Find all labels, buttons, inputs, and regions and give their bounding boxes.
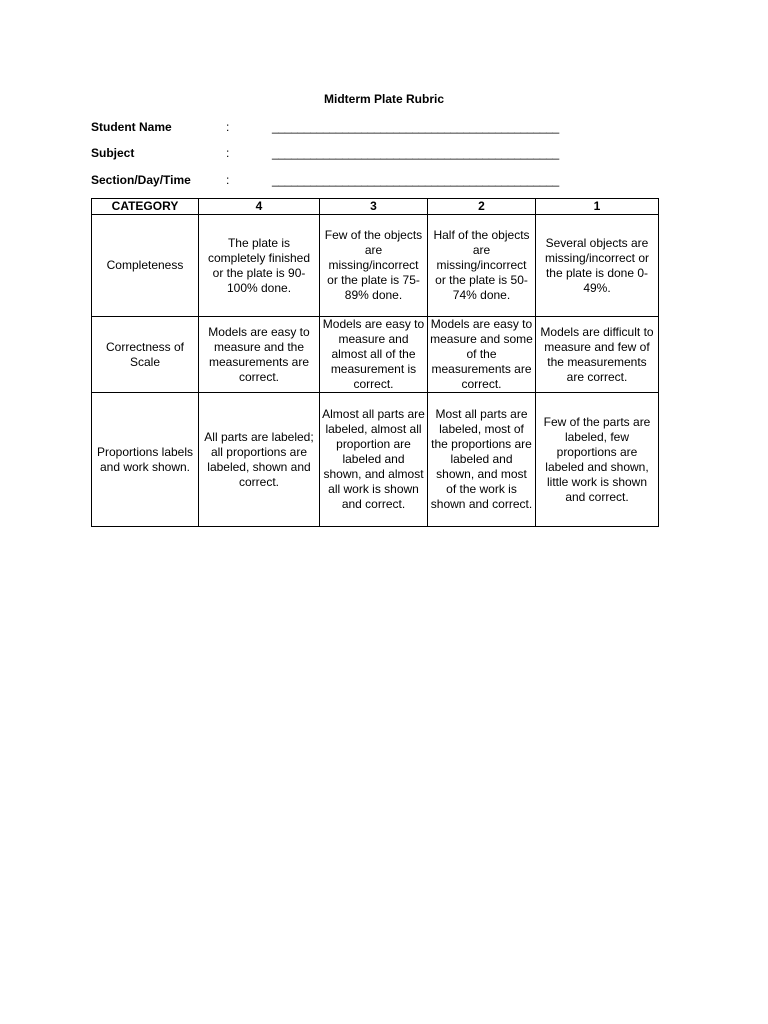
- criteria-cell: All parts are labeled; all proportions are labeled, shown and correct.: [199, 393, 320, 527]
- table-header-row: [92, 199, 659, 215]
- header-score-1: 1: [536, 199, 659, 215]
- criteria-cell: Models are easy to measure and some of the measurements are correct.: [428, 317, 536, 393]
- criteria-cell: Models are difficult to measure and few of the measurements are correct.: [536, 317, 659, 393]
- student-name-label: Student Name: [91, 120, 172, 134]
- criteria-cell: Several objects are missing/incorrect or the plate is done 0-49%.: [536, 215, 659, 317]
- student-name-blank[interactable]: _____________________________________________: [272, 120, 559, 134]
- section-day-time-blank[interactable]: _____________________________________________: [272, 173, 559, 187]
- criteria-cell: The plate is completely finished or the plate is 90-100% done.: [199, 215, 320, 317]
- rubric-table: [91, 198, 659, 527]
- criteria-cell: Almost all parts are labeled, almost all proportion are labeled and shown, and almost all work is shown and correct.: [320, 393, 428, 527]
- criteria-cell: Models are easy to measure and the measurements are correct.: [199, 317, 320, 393]
- field-colon: :: [226, 146, 230, 160]
- subject-blank[interactable]: _____________________________________________: [272, 146, 559, 160]
- header-category: CATEGORY: [92, 199, 199, 215]
- category-cell: Correctness of Scale: [92, 317, 199, 393]
- criteria-cell: Few of the objects are missing/incorrect or the plate is 75-89% done.: [320, 215, 428, 317]
- criteria-cell: Most all parts are labeled, most of the proportions are labeled and shown, and most of the work is shown and correct.: [428, 393, 536, 527]
- header-score-4: 4: [199, 199, 320, 215]
- table-row: [92, 215, 659, 317]
- page-title: Midterm Plate Rubric: [323, 92, 445, 106]
- category-cell: Proportions labels and work shown.: [92, 393, 199, 527]
- subject-label: Subject: [91, 146, 135, 160]
- header-score-2: 2: [428, 199, 536, 215]
- section-day-time-label: Section/Day/Time: [91, 173, 191, 187]
- criteria-cell: Half of the objects are missing/incorrect or the plate is 50-74% done.: [428, 215, 536, 317]
- field-colon: :: [226, 120, 230, 134]
- table-row: [92, 393, 659, 527]
- category-cell: Completeness: [92, 215, 199, 317]
- criteria-cell: Models are easy to measure and almost all of the measurement is correct.: [320, 317, 428, 393]
- table-row: [92, 317, 659, 393]
- field-colon: :: [226, 173, 230, 187]
- header-score-3: 3: [320, 199, 428, 215]
- criteria-cell: Few of the parts are labeled, few proportions are labeled and shown, little work is shown and correct.: [536, 393, 659, 527]
